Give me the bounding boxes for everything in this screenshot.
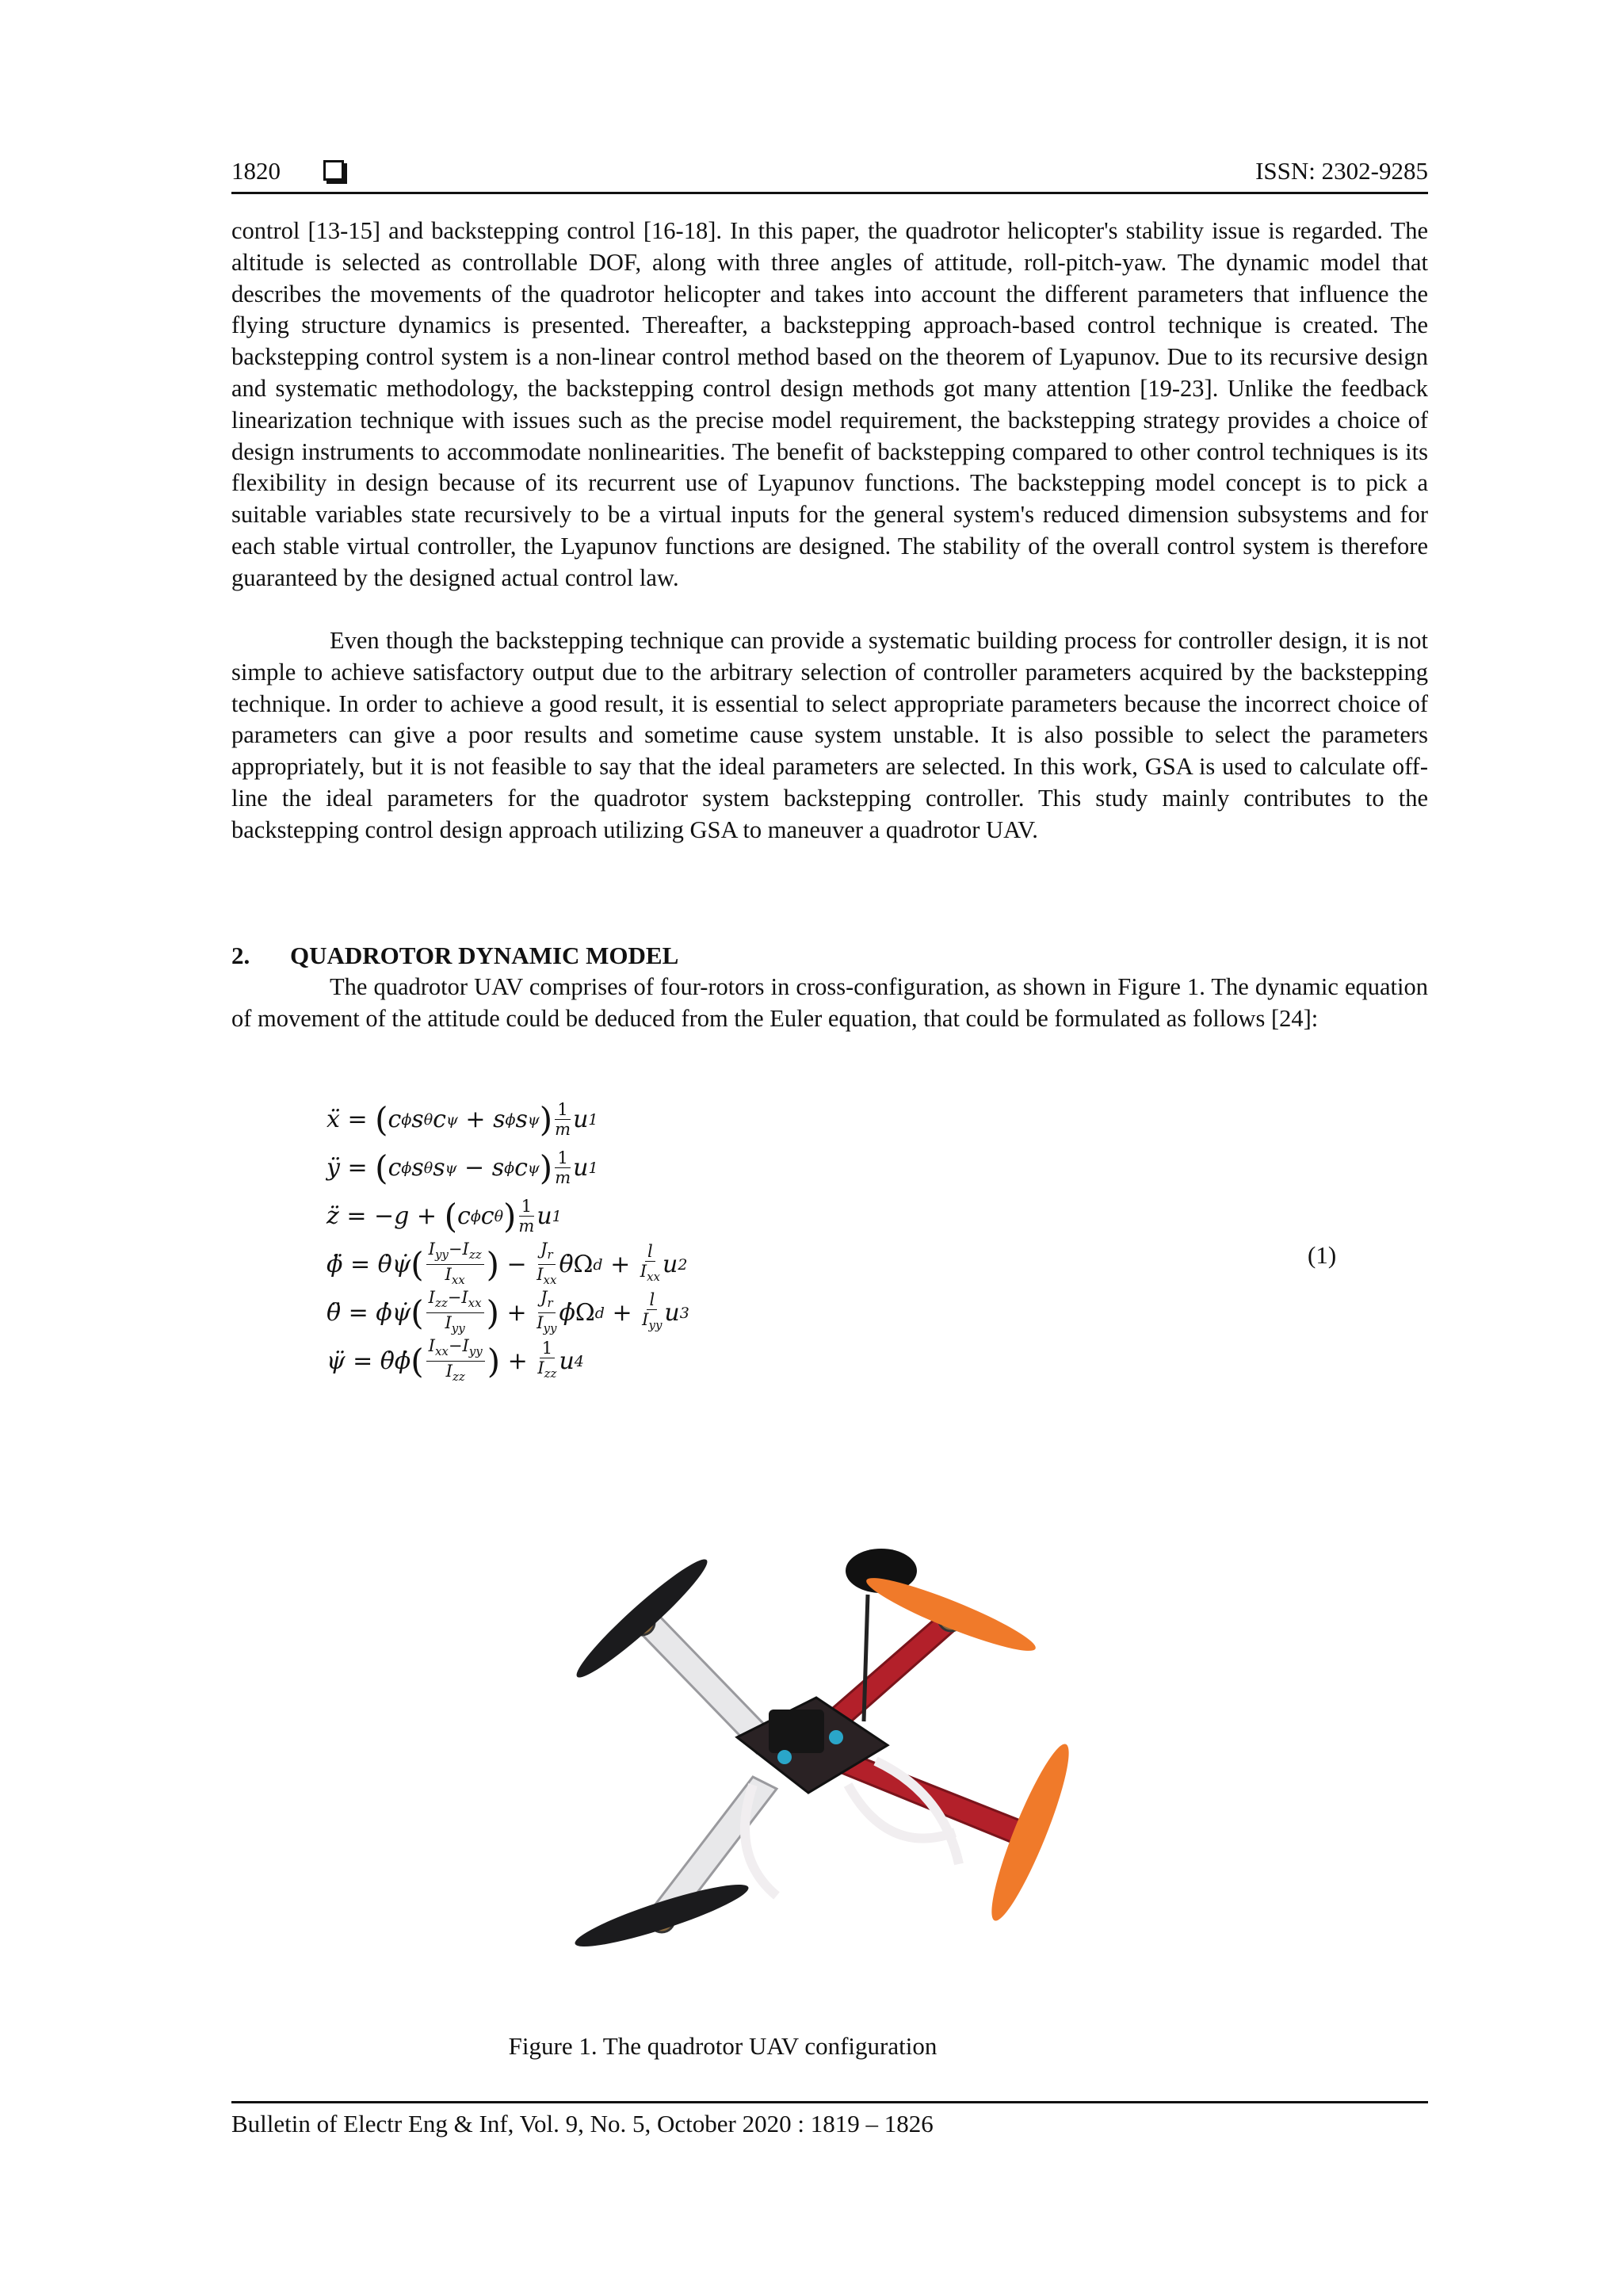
propeller-black (571, 1874, 752, 1956)
figure-caption: Figure 1. The quadrotor UAV configuration (508, 2032, 938, 2060)
section-title: QUADROTOR DYNAMIC MODEL (290, 942, 679, 969)
equation-phi: ϕ̈ = θ̇ψ̇ ( $\frac{I_{yy}-I_{zz}}{I_{xx}}$ ) − $\frac{J_r}{I_{xx}}$ θ̇ Ω d + $\frac{l}{I_{xx}}$ u 2 (327, 1239, 688, 1288)
page-footer: Bulletin of Electr Eng & Inf, Vol. 9, No. 5, October 2020 : 1819 – 1826 (231, 2110, 934, 2137)
equation-block (327, 1095, 881, 1385)
equation-number: (1) (1308, 1241, 1337, 1269)
capacitor (777, 1750, 792, 1764)
equation-z: z̈ = − g + ( c ϕ c θ ) $\frac{1}{m}$ u 1 (327, 1196, 562, 1236)
equation-x: ẍ = ( c ϕ s θ c ψ + s ϕ s ψ ) $\frac{1}{m}$ u 1 (327, 1099, 598, 1139)
footer-rule (231, 2101, 1428, 2103)
equation-theta: θ̈ = ϕ̇ψ̇ ( $\frac{I_{zz}-I_{xx}}{I_{yy}}$ ) + $\frac{J_r}{I_{yy}}$ ϕ̇ Ω d + $\frac{l}{I_{yy}}$ u 3 (327, 1287, 689, 1336)
equation-y: ÿ = ( c ϕ s θ s ψ − s ϕ c ψ ) $\frac{1}{m}$ u 1 (327, 1148, 598, 1187)
issn: ISSN: 2302-9285 (1255, 157, 1428, 185)
section-heading (231, 940, 678, 972)
equation-psi: ψ̈ = θ̇ϕ̇ ( $\frac{I_{xx}-I_{yy}}{I_{zz}}$ ) + $\frac{1}{I_{zz}}$ u 4 (327, 1335, 584, 1385)
paragraph-gsa: Even though the backstepping technique can provide a systematic building process for controller design, it is not simple to achieve satisfactory output due to the arbitrary selection of controller parameters acquired by the backstepping technique. In order to achieve a good result, it is essential to select appropriate parameters because the incorrect choice of parameters can give a poor results and sometime cause system unstable. It is also possible to select the parameters appropriately, but it is not feasible to say that the ideal parameters are selected. In this work, GSA is used to calculate off-line the ideal parameters for the quadrotor system backstepping controller. This study mainly contributes to the backstepping control design approach utilizing GSA to maneuver a quadrotor UAV. (231, 627, 1428, 843)
capacitor (829, 1730, 843, 1744)
page-header (231, 155, 1428, 187)
section-number: 2. (231, 942, 250, 969)
square-icon (323, 160, 344, 181)
page-number: 1820 (231, 157, 281, 185)
header-rule (231, 192, 1428, 194)
flight-controller (769, 1710, 824, 1753)
paragraph-intro: control [13-15] and backstepping control [16-18]. In this paper, the quadrotor helicopter's stability issue is regarded. The altitude is selected as controllable DOF, along with three angles of attitude, roll-pitch-yaw. The dynamic model that describes the movements of the quadrotor helicopter and takes into account the different parameters that influence the flying structure dynamics is presented. Thereafter, a backstepping approach-based control technique is created. The backstepping control system is a non-linear control method based on the theorem of Lyapunov. Due to its recursive design and systematic methodology, the backstepping control design methods got many attention [19-23]. Unlike the feedback linearization technique with issues such as the precise model requirement, the backstepping strategy provides a choice of design instruments to accommodate nonlinearities. The benefit of backstepping compared to other control techniques is its flexibility in design because of its recurrent use of Lyapunov functions. The backstepping model concept is to pick a suitable variables state recursively to be a virtual inputs for the general system's reduced dimension subsystems and for each stable virtual controller, the Lyapunov functions are designed. The stability of the overall control system is therefore guaranteed by the designed actual control law. (231, 217, 1428, 591)
quadrotor-figure (515, 1484, 1117, 1983)
quadrotor-image (515, 1484, 1117, 1983)
paragraph-model: The quadrotor UAV comprises of four-rotors in cross-configuration, as shown in Figure 1. The dynamic equation of movement of the attitude could be deduced from the Euler equation, that could be formulated as follows [24]: (231, 973, 1428, 1032)
propeller-orange (861, 1568, 1041, 1661)
